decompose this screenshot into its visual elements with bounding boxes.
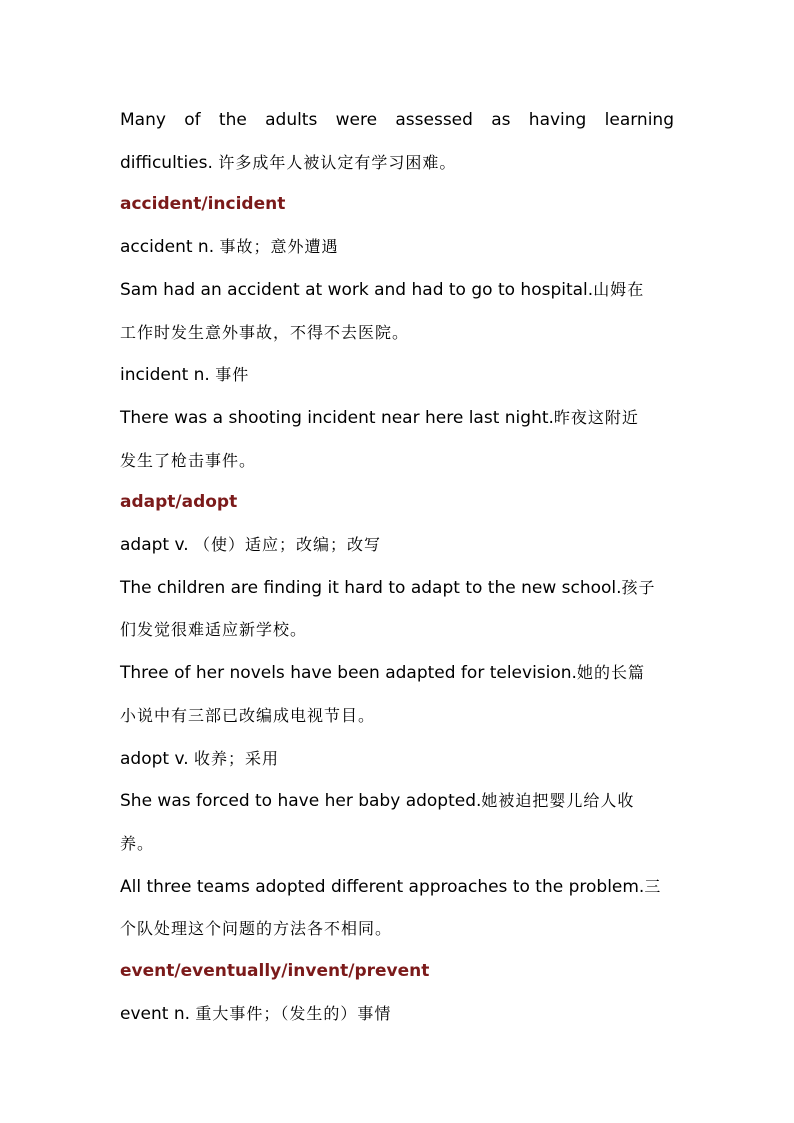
example-sentence-continued (120, 695, 674, 738)
english-text: She was forced to have her baby adopted. (120, 791, 482, 812)
example-sentence-continued (120, 312, 674, 355)
english-text: Sam had an accident at work and had to go to hospital. (120, 279, 594, 300)
example-sentence (120, 652, 674, 695)
english-text: Three of her novels have been adapted for television. (120, 663, 577, 684)
chinese-translation: 她的长篇 (576, 663, 645, 683)
section-heading: adapt/adopt (120, 492, 238, 513)
example-sentence (120, 567, 674, 610)
term-definition (120, 738, 674, 781)
term-definition (120, 354, 674, 397)
example-sentence-continued (120, 823, 674, 866)
chinese-translation: 养。 (120, 833, 155, 853)
term-meaning: （使）适应；改编；改写 (194, 535, 382, 555)
term-meaning: 重大事件；（发生的）事情 (195, 1003, 392, 1023)
term-label: incident n. (120, 365, 210, 386)
term-label: adopt v. (120, 748, 189, 769)
term-definition (120, 993, 674, 1036)
term-label: event n. (120, 1003, 191, 1024)
chinese-translation: 三 (644, 876, 662, 896)
english-text: The children are finding it hard to adapt to the new school. (120, 577, 622, 598)
example-sentence-continued (120, 440, 674, 483)
term-definition (120, 226, 674, 269)
term-meaning: 收养；采用 (194, 748, 280, 768)
term-meaning: 事故；意外遭遇 (219, 237, 339, 257)
example-sentence (120, 142, 674, 185)
chinese-translation: 许多成年人被认定有学习困难。 (218, 152, 457, 172)
chinese-translation: 孩子 (621, 577, 656, 597)
english-text: Many of the adults were assessed as having learning (120, 110, 674, 130)
section-heading: event/eventually/invent/prevent (120, 961, 430, 982)
chinese-translation: 们发觉很难适应新学校。 (120, 620, 308, 640)
chinese-translation: 山姆在 (593, 279, 645, 299)
chinese-translation: 工作时发生意外事故，不得不去医院。 (120, 322, 410, 342)
english-text: There was a shooting incident near here last night. (120, 407, 554, 428)
chinese-translation: 个队处理这个问题的方法各不相同。 (120, 919, 393, 939)
example-sentence-continued (120, 609, 674, 652)
term-meaning: 事件 (215, 365, 250, 385)
example-sentence (120, 269, 674, 312)
chinese-translation: 发生了枪击事件。 (120, 450, 257, 470)
english-text: difficulties. (120, 152, 213, 173)
document-page (120, 100, 674, 1035)
example-sentence-continued (120, 908, 674, 951)
english-text: All three teams adopted different approaches to the problem. (120, 876, 645, 897)
term-definition (120, 524, 674, 567)
section-heading: accident/incident (120, 194, 286, 215)
example-sentence (120, 866, 674, 909)
example-sentence (120, 397, 674, 440)
term-label: adapt v. (120, 535, 189, 556)
chinese-translation: 她被迫把婴儿给人收 (481, 791, 635, 811)
chinese-translation: 昨夜这附近 (553, 407, 639, 427)
term-label: accident n. (120, 237, 215, 258)
example-sentence (120, 780, 674, 823)
chinese-translation: 小说中有三部已改编成电视节目。 (120, 705, 376, 725)
example-sentence (120, 100, 674, 142)
